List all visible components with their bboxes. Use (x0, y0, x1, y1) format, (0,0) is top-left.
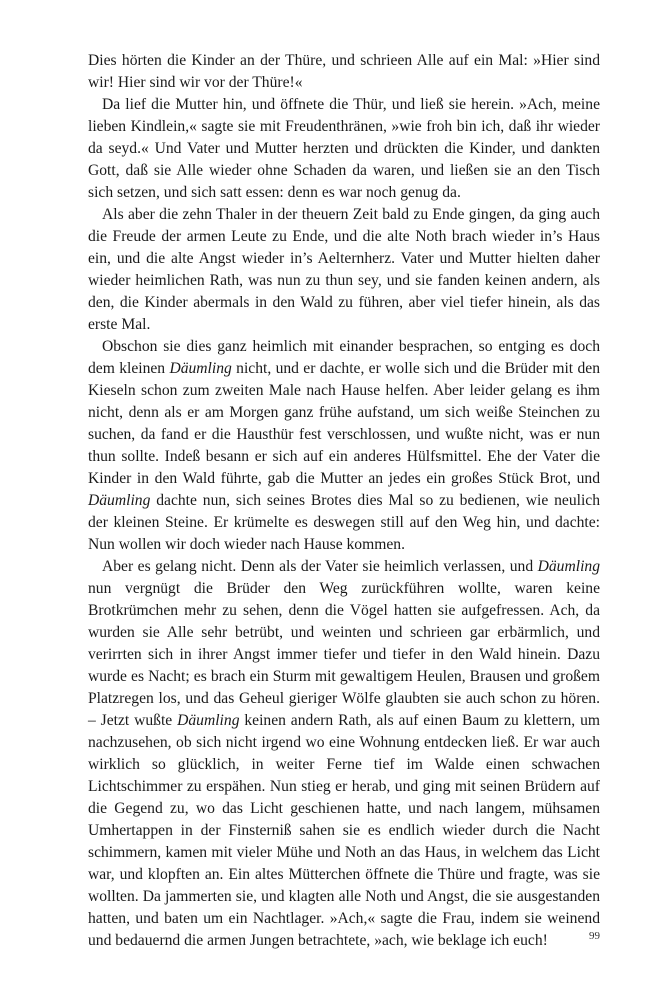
italic-name: Däumling (88, 492, 151, 509)
page-number: 99 (589, 930, 600, 942)
text-run: nun vergnügt die Brüder den Weg zurückführen wollte, waren keine Brotkrümchen mehr zu sehen, denn die Vögel hatten sie aufgefressen. Ach, da wurden sie Alle sehr betrübt, und weinten und schrieen gar erbärmlich, und verirrten sich in ihrer Angst immer tiefer und tiefer in den Wald hinein. Dazu wurde es Nacht; es brach ein Sturm mit gewaltigem Heulen, Brausen und großem Platzregen los, und das Geheul gieriger Wölfe glaubten sie auch schon zu hören. – Jetzt wußte (88, 580, 600, 729)
text-run: Dies hörten die Kinder an der Thüre, und schrieen Alle auf ein Mal: »Hier sind wir! Hier sind wir vor der Thüre!« (88, 52, 600, 91)
paragraph (88, 50, 600, 94)
paragraph (88, 336, 600, 556)
italic-name: Däumling (177, 712, 240, 729)
text-run: keinen andern Rath, als auf einen Baum zu klettern, um nachzusehen, ob sich nicht irgend wo eine Wohnung entdecken ließ. Er war auch wirklich so glücklich, in weiter Ferne tief im Walde einen schwachen Lichtschimmer zu erspähen. Nun stieg er herab, und ging mit seinen Brüdern auf die Gegend zu, wo das Licht geschienen hatte, und nach langem, mühsamen Umhertappen in der Finsterniß sahen sie es endlich wieder durch die Nacht schimmern, kamen mit vieler Mühe und Noth an das Haus, in welchem das Licht war, und klopften an. Ein altes Mütterchen öffnete die Thüre und fragte, was sie wollten. Da jammerten sie, und klagten alle Noth und Angst, die sie ausgestanden hatten, und baten um ein Nachtlager. »Ach,« sagte die Frau, indem sie weinend und bedauernd die armen Jungen betrachtete, »ach, wie beklage ich euch! (88, 712, 600, 949)
text-run: nicht, und er dachte, er wolle sich und die Brüder mit den Kieseln schon zum zweiten Male nach Hause helfen. Aber leider gelang es ihm nicht, denn als er am Morgen ganz frühe aufstand, um sich weiße Steinchen zu suchen, da fand er die Hausthür fest verschlossen, und wußte nicht, was er nun thun sollte. Indeß besann er sich auf ein anderes Hülfsmittel. Ehe der Vater die Kinder in den Wald führte, gab die Mutter an jedes ein großes Stück Brot, und (88, 360, 600, 487)
italic-name: Däumling (537, 558, 600, 575)
text-run: Aber es gelang nicht. Denn als der Vater sie heimlich verlassen, und (102, 558, 538, 575)
text-run: dachte nun, sich seines Brotes dies Mal so zu bedienen, wie neulich der kleinen Steine. Er krümelte es deswegen still auf den Weg hin, und dachte: Nun wollen wir doch wieder nach Hause kommen. (88, 492, 600, 553)
text-run: Obschon sie dies ganz heimlich mit einander besprachen, so entging es doch dem kleinen (88, 338, 600, 377)
body-text (88, 50, 600, 952)
text-run: Da lief die Mutter hin, und öffnete die Thür, und ließ sie herein. »Ach, meine lieben Kindlein,« sagte sie mit Freudenthränen, »wie froh bin ich, daß ihr wieder da seyd.« Und Vater und Mutter herzten und drückten die Kinder, und dankten Gott, daß sie Alle wieder ohne Schaden da waren, und ließen sie an den Tisch sich setzen, und sich satt essen: denn es war noch genug da. (88, 96, 600, 201)
text-run: Als aber die zehn Thaler in der theuern Zeit bald zu Ende gingen, da ging auch die Freude der armen Leute zu Ende, und die alte Noth brach wieder in’s Haus ein, und die alte Angst wieder in’s Aelternherz. Vater und Mutter hielten daher wieder heimlichen Rath, was nun zu thun sey, und sie fanden keinen andern, als den, die Kinder abermals in den Wald zu führen, aber viel tiefer hinein, als das erste Mal. (88, 206, 600, 333)
italic-name: Däumling (169, 360, 232, 377)
paragraph (88, 94, 600, 204)
paragraph (88, 556, 600, 952)
paragraph (88, 204, 600, 336)
